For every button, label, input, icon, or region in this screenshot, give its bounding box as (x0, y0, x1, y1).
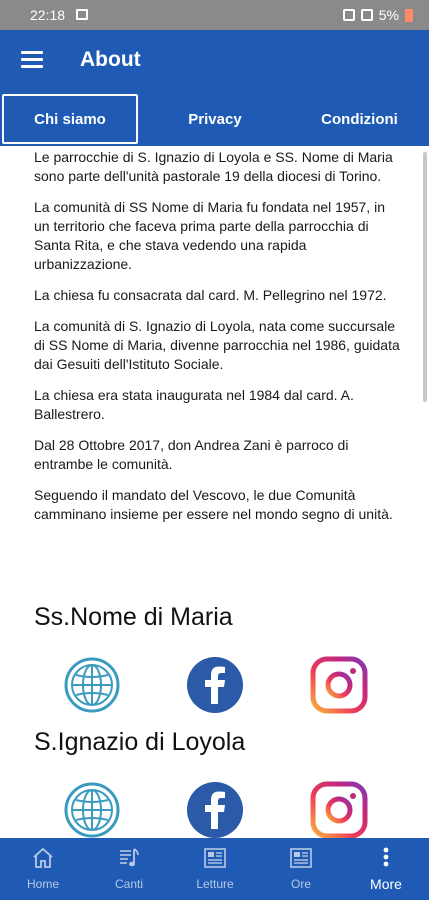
tab-active-indicator (2, 94, 138, 144)
nav-home[interactable] (0, 838, 86, 900)
newspaper-icon (289, 846, 313, 870)
more-vertical-icon (374, 846, 398, 870)
social-links-row (0, 781, 429, 839)
status-indicators (343, 7, 413, 23)
mute-icon (343, 9, 355, 21)
status-bar (0, 0, 429, 30)
facebook-icon[interactable] (186, 781, 244, 839)
wifi-icon (361, 9, 373, 21)
instagram-icon[interactable] (310, 781, 368, 839)
home-icon (31, 846, 55, 870)
paragraph: La comunità di S. Ignazio di Loyola, nata come succursale di SS Nome di Maria, divenne parrocchia nel 1986, guidata dai Gesuiti dell'Istituto Sociale. (34, 318, 400, 372)
nav-ore[interactable] (258, 838, 344, 900)
section-title: Ss.Nome di Maria (34, 603, 233, 631)
paragraph: Le parrocchie di S. Ignazio di Loyola e SS. Nome di Maria sono parte dell'unità pastorale 19 della diocesi di Torino. (34, 149, 393, 184)
website-icon[interactable] (63, 781, 121, 839)
tab-label: Chi siamo (34, 110, 106, 128)
gallery-notification-icon (76, 9, 88, 20)
music-note-icon (117, 846, 141, 870)
battery-percent: 5% (378, 7, 399, 23)
paragraph: Dal 28 Ottobre 2017, don Andrea Zani è parroco di entrambe le comunità. (34, 437, 349, 472)
paragraph: La chiesa era stata inaugurata nel 1984 dal card. A. Ballestrero. (34, 387, 354, 422)
section-title: S.Ignazio di Loyola (34, 728, 246, 756)
nav-label: Home (26, 877, 59, 891)
tab-chi-siamo[interactable] (0, 92, 140, 146)
bottom-navigation (0, 838, 429, 900)
social-links-row (0, 656, 429, 714)
instagram-icon[interactable] (310, 656, 368, 714)
about-content (34, 148, 404, 536)
tab-condizioni[interactable] (290, 92, 429, 146)
newspaper-icon (203, 846, 227, 870)
app-bar (0, 30, 429, 92)
battery-icon (405, 9, 413, 22)
nav-canti[interactable] (86, 838, 172, 900)
facebook-icon[interactable] (186, 656, 244, 714)
nav-label: Canti (114, 877, 143, 891)
paragraph: Seguendo il mandato del Vescovo, le due Comunità camminano insieme per essere nel mondo segno di unità. (34, 487, 393, 522)
paragraph: La comunità di SS Nome di Maria fu fondata nel 1957, in un territorio che faceva prima parte della parrocchia di Santa Rita, e che stava vedendo una rapida urbanizzazione. (34, 199, 385, 272)
tab-privacy[interactable] (145, 92, 285, 146)
tab-bar (0, 92, 429, 146)
nav-more[interactable] (343, 838, 429, 900)
nav-label: Ore (290, 877, 311, 891)
nav-letture[interactable] (172, 838, 258, 900)
menu-icon[interactable] (21, 51, 43, 69)
nav-label: More (370, 876, 402, 892)
nav-label: Letture (196, 877, 234, 891)
tab-label: Condizioni (321, 110, 398, 128)
scrollbar[interactable] (423, 152, 427, 402)
paragraph: La chiesa fu consacrata dal card. M. Pellegrino nel 1972. (34, 287, 387, 303)
website-icon[interactable] (63, 656, 121, 714)
tab-label: Privacy (188, 110, 242, 128)
page-title: About (80, 48, 141, 71)
status-time: 22:18 (30, 7, 66, 23)
